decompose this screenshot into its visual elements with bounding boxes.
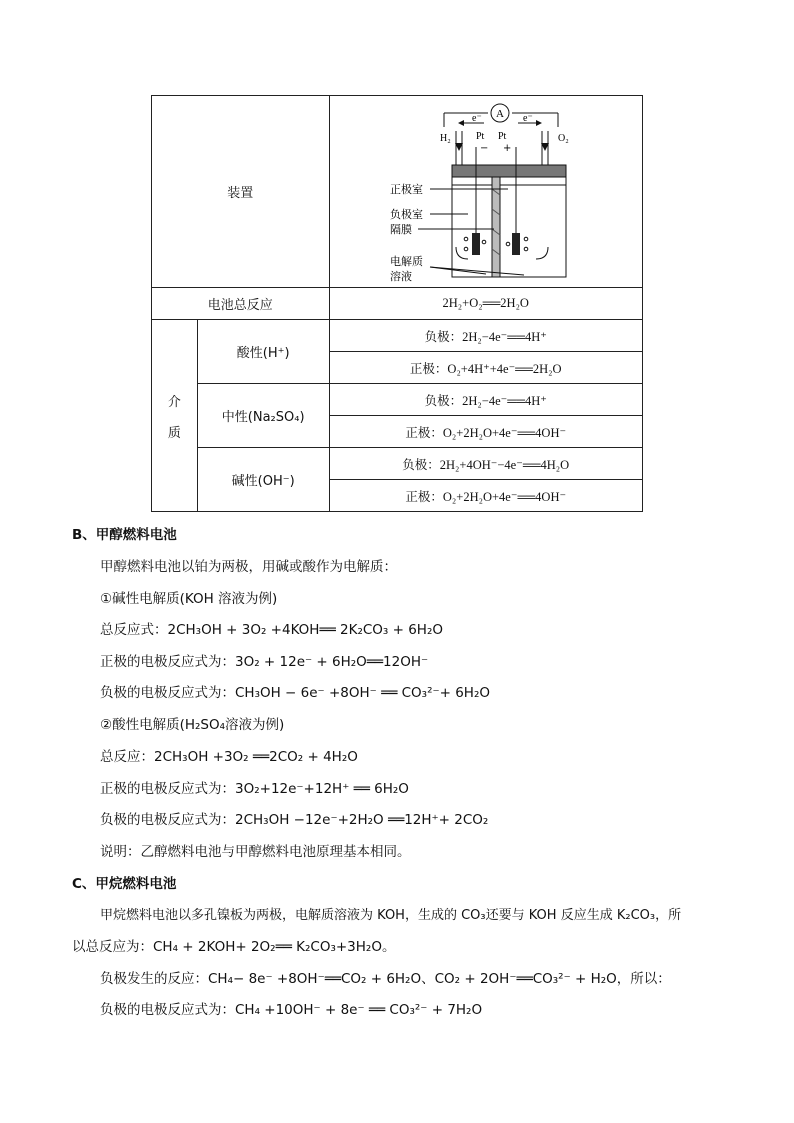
svg-text:H₂: H₂ bbox=[439, 132, 451, 144]
section-b-note: 说明：乙醇燃料电池与甲醇燃料电池原理基本相同。 bbox=[100, 844, 411, 860]
section-b-line1: 总反应式：2CH₃OH + 3O₂ +4KOH══ 2K₂CO₃ + 6H₂O bbox=[100, 622, 443, 638]
section-b-line3: 负极的电极反应式为：CH₃OH − 6e⁻ +8OH⁻ ══ CO₃²⁻+ 6H₂O bbox=[100, 685, 490, 701]
section-c-para2: 负极发生的反应：CH₄− 8e⁻ +8OH⁻══CO₂ + 6H₂O、CO₂ + 2OH⁻══CO₃²⁻ + H₂O，所以： bbox=[100, 971, 671, 987]
svg-text:电解质: 电解质 bbox=[389, 254, 423, 268]
base-label: 碱性(OH⁻) bbox=[197, 448, 329, 512]
svg-text:e⁻: e⁻ bbox=[522, 112, 533, 124]
section-b-line6: 负极的电极反应式为：2CH₃OH −12e⁻+2H₂O ══12H⁺+ 2CO₂ bbox=[100, 812, 489, 828]
section-c-heading: C、甲烷燃料电池 bbox=[72, 876, 177, 892]
svg-text:正极室: 正极室 bbox=[389, 182, 423, 196]
neutral-label: 中性(Na₂SO₄) bbox=[197, 384, 329, 448]
medium-label: 介 质 bbox=[152, 320, 198, 512]
section-c-para3: 负极的电极反应式为：CH₄ +10OH⁻ + 8e⁻ ══ CO₃²⁻ + 7H₂O bbox=[100, 1002, 483, 1018]
neutral-positive-equation: 正极：O₂+2H₂O+4e⁻══4OH⁻ bbox=[329, 416, 643, 448]
acid-positive-equation: 正极：O₂+4H⁺+4e⁻══2H₂O bbox=[329, 352, 643, 384]
neutral-negative-equation: 负极：2H₂−4e⁻══4H⁺ bbox=[329, 384, 643, 416]
total-reaction-equation: 2H₂+O₂══2H₂O bbox=[329, 288, 643, 320]
section-b-line4: 总反应：2CH₃OH +3O₂ ══2CO₂ + 4H₂O bbox=[100, 749, 358, 765]
svg-text:Pt: Pt bbox=[497, 130, 507, 142]
fuel-cell-diagram bbox=[386, 99, 586, 285]
svg-text:A: A bbox=[495, 107, 504, 120]
section-b-sub2: ②酸性电解质(H₂SO₄溶液为例) bbox=[100, 717, 285, 733]
svg-text:负极室: 负极室 bbox=[389, 207, 423, 221]
section-b-sub1: ①碱性电解质(KOH 溶液为例) bbox=[100, 591, 278, 607]
section-c-para1b: 以总反应为：CH₄ + 2KOH+ 2O₂══ K₂CO₃+3H₂O。 bbox=[72, 939, 396, 955]
section-b-line2: 正极的电极反应式为：3O₂ + 12e⁻ + 6H₂O══12OH⁻ bbox=[100, 654, 429, 670]
section-b-intro: 甲醇燃料电池以铂为两极，用碱或酸作为电解质： bbox=[100, 559, 397, 575]
acid-label: 酸性(H⁺) bbox=[197, 320, 329, 384]
acid-negative-equation: 负极：2H₂−4e⁻══4H⁺ bbox=[329, 320, 643, 352]
base-positive-equation: 正极：O₂+2H₂O+4e⁻══4OH⁻ bbox=[329, 480, 643, 512]
section-b-line5: 正极的电极反应式为：3O₂+12e⁻+12H⁺ ══ 6H₂O bbox=[100, 781, 409, 797]
device-diagram-cell bbox=[329, 96, 643, 288]
total-reaction-label: 电池总反应 bbox=[152, 288, 330, 320]
svg-text:O₂: O₂ bbox=[557, 132, 569, 144]
svg-text:隔膜: 隔膜 bbox=[389, 222, 412, 236]
svg-text:e⁻: e⁻ bbox=[471, 112, 482, 124]
fuel-cell-table bbox=[151, 95, 643, 512]
section-c-para1a: 甲烷燃料电池以多孔镍板为两极，电解质溶液为 KOH，生成的 CO₃还要与 KOH 反应生成 K₂CO₃，所 bbox=[100, 908, 682, 923]
svg-text:+: + bbox=[502, 142, 512, 154]
svg-text:−: − bbox=[479, 142, 489, 154]
svg-text:溶液: 溶液 bbox=[389, 269, 412, 283]
device-label: 装置 bbox=[152, 96, 330, 288]
svg-text:Pt: Pt bbox=[475, 130, 485, 142]
base-negative-equation: 负极：2H₂+4OH⁻−4e⁻══4H₂O bbox=[329, 448, 643, 480]
section-b-heading: B、甲醇燃料电池 bbox=[72, 527, 177, 543]
